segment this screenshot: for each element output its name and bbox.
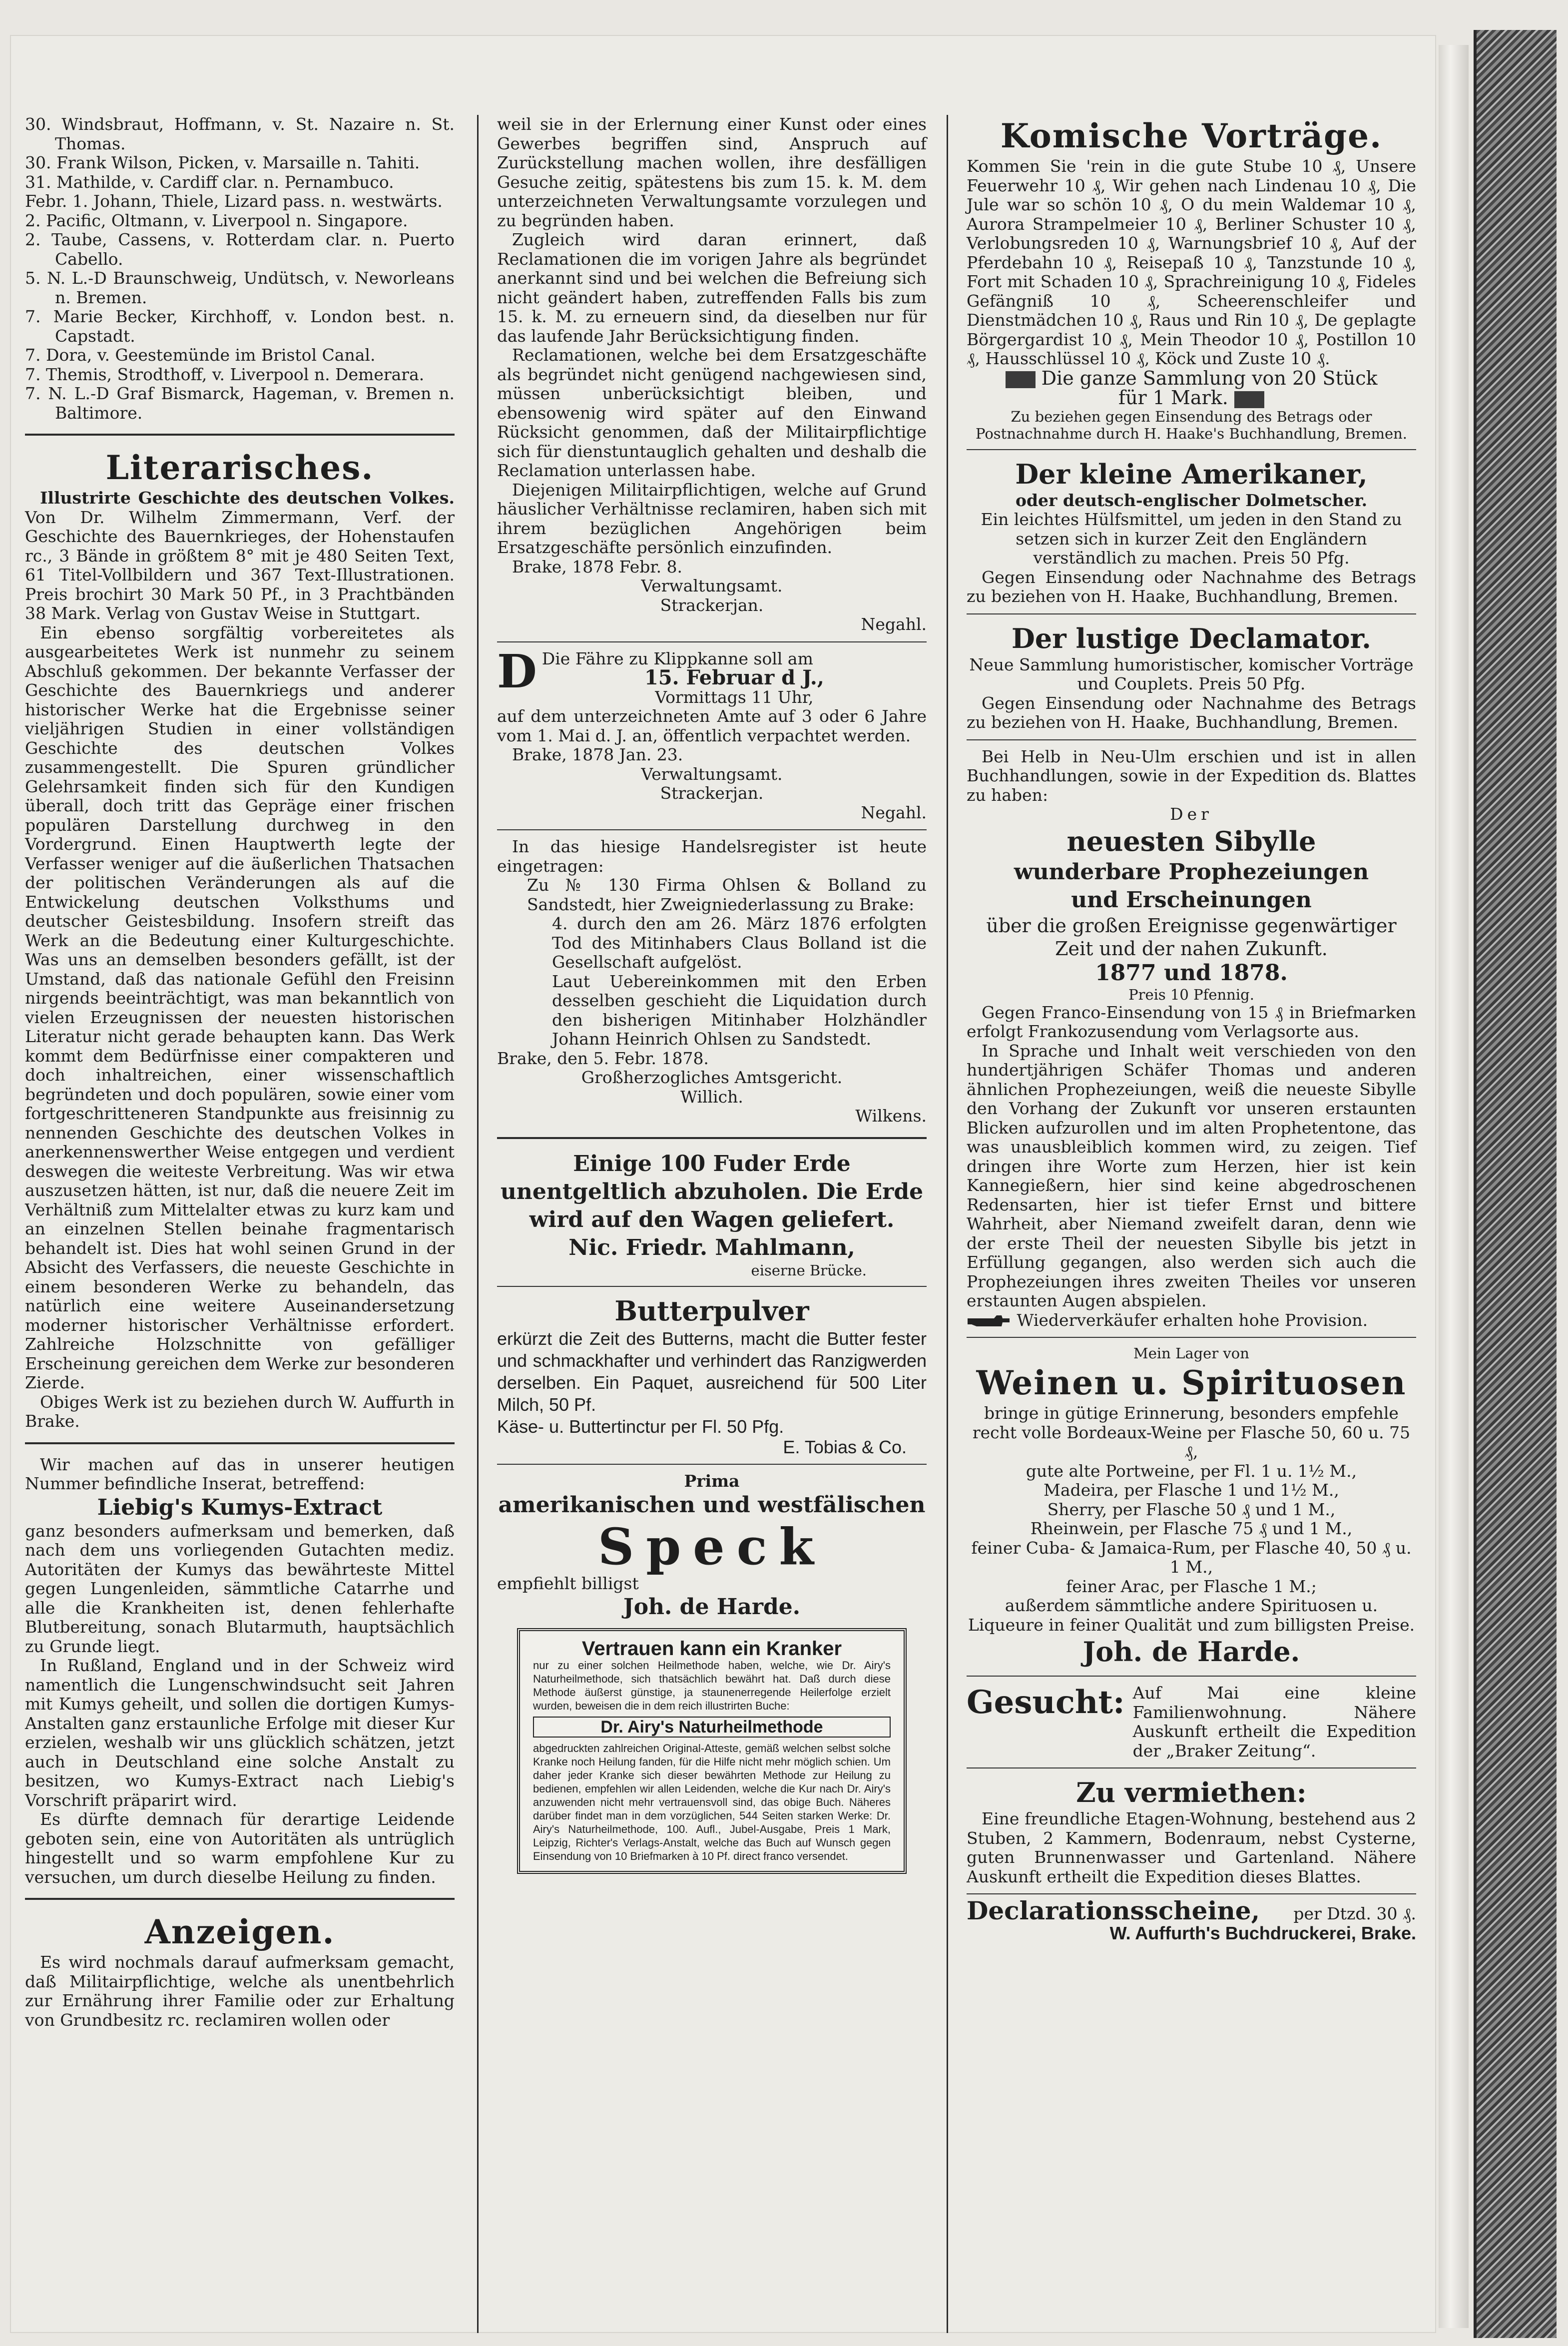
notice-signer: Strackerjan. bbox=[660, 595, 764, 615]
sibylle-line-2: wunderbare Prophezeiungen bbox=[1014, 859, 1369, 885]
ferry-date: 15. Februar d J., bbox=[644, 666, 824, 689]
notice-place-date: Brake, 1878 Febr. 8. bbox=[512, 557, 683, 577]
collection-price: für 1 Mark. bbox=[967, 388, 1416, 408]
ferry-office: Verwaltungsamt. bbox=[641, 764, 783, 784]
airy-method: Dr. Airy's Naturheilmethode bbox=[533, 1717, 891, 1738]
wine-text: bringe in gütige Erinnerung, besonders empfehle recht volle Bordeaux-Weine per Flasche 50, 60 u. 75 ₰, bbox=[972, 1403, 1411, 1461]
ship-entry: 30. Frank Wilson, Picken, v. Marsaille n. Tahiti. bbox=[25, 153, 420, 172]
ship-entry: Febr. 1. Johann, Thiele, Lizard pass. n. westwärts. bbox=[25, 191, 443, 211]
sibylle-line-5: Zeit und der nahen Zukunft. bbox=[1055, 937, 1328, 960]
literarisches-heading: Literarisches. bbox=[105, 448, 374, 487]
book-review-body: Ein ebenso sorgfältig vorbereitetes als ausgearbeitetes Werk ist nunmehr zu seinem Abschluß gekommen. Der bekannte Verfasser der Geschichte des Bauernkriegs und anderer historischer Werke hat die Ergebnisse seiner vieljährigen Studien in einer vollständigen Geschichte des deutschen Volkes zusammengestellt. Die Spuren gründlicher Gelehrsamkeit finden sich für den Kundigen überall, doch tritt das Gepräge einer frischen populären Darstellung durchweg in den Vordergrund. Einen Hauptwerth legte der Verfasser weniger auf die äußerlichen Thatsachen der politischen Veränderungen als auf die Entwickelung deutschen Volksthums und deutscher Geistesbildung. Insofern streift das Werk an die Bedeutung einer Kulturgeschichte. Was uns an demselben besonders gefällt, ist der Umstand, daß das nationale Gefühl den Freisinn nirgends beeinträchtigt, was man bekanntlich von vielen Erzeugnissen der neuesten historischen Literatur nicht gerade behaupten kann. Das Werk kommt dem Bedürfnisse einer compakteren und doch inhaltreichen, einer wissenschaftlich begründeten und doch populären, sowie einer vom fortgeschritteneren Standpunkte aus freisinnig zu nennenden Geschichte des deutschen Volkes in anerkennenswerther Weise entgegen und verdient deswegen die weiteste Verbreitung. Was wir etwa auszusetzen hätten, ist nur, daß die neuere Zeit im Verhältniß zum Mittelalter etwas zu kurz kam und an einzelnen Stellen beinahe fragmentarisch behandelt ist. Dies hat wohl seinen Grund in der Absicht des Verfassers, die neueste Geschichte in einem besonderen Werke zu behandeln, das natürlich eine weitere Auseinandersetzung moderner historischer Verhältnisse erfordert. Zahlreiche Holzschnitte von gefälliger Erscheinung gereichen dem Werke zur besonderen Zierde. bbox=[25, 622, 455, 1392]
wine-item: gute alte Portweine, per Fl. 1 u. 1½ M., bbox=[1026, 1461, 1357, 1481]
soil-ad-line-1: Einige 100 Fuder Erde bbox=[573, 1151, 851, 1176]
gesucht-heading: Gesucht: bbox=[967, 1684, 1125, 1721]
amerikaner-subtitle: oder deutsch-englischer Dolmetscher. bbox=[1015, 490, 1368, 510]
ferry-notice: D Die Fähre zu Klippkanne soll am bbox=[497, 644, 813, 698]
reclamation-paragraph-3: Reclamationen, welche bei dem Ersatzgeschäfte als begründet nicht genügend nachgewiesen sind, müssen unberücksichtigt bleiben, und ebensowenig wird später auf den Einwand Rücksicht genommen, daß der Militairpflichtige sich für dienstuntauglich gehalten und deshalb die Reclamation unterlassen habe. bbox=[497, 345, 927, 480]
column-2 bbox=[497, 115, 927, 1881]
helb-notice: Bei Helb in Neu-Ulm erschien und ist in allen Buchhandlungen, sowie in der Expedition ds. Blattes zu haben: bbox=[967, 746, 1416, 805]
register-item-4: 4. durch den am 26. März 1876 erfolgten Tod des Mitinhabers Claus Bolland ist die Gesellschaft aufgelöst. bbox=[552, 914, 927, 972]
airy-advert-box bbox=[517, 1628, 907, 1874]
butterpulver-text: erkürzt die Zeit des Butterns, macht die Butter fester und schmackhafter und verhindert das Ranzigwerden derselben. Ein Paquet, ausreichend für 500 Liter Milch, 50 Pf. bbox=[497, 1328, 927, 1415]
declaration-forms-ad bbox=[967, 1896, 1416, 1925]
reclamation-paragraph-4: Diejenigen Militairpflichtigen, welche auf Grund häuslicher Verhältnisse reclamiren, haben sich mit ihrem bezüglichen Angehörigen beim Ersatzgeschäfte persönlich einzufinden. bbox=[497, 480, 927, 557]
ad-rule bbox=[497, 1137, 927, 1139]
register-place-date: Brake, den 5. Febr. 1878. bbox=[497, 1048, 709, 1068]
vermiethen-text: Eine freundliche Etagen-Wohnung, bestehend aus 2 Stuben, 2 Kammern, Bodenraum, nebst Cysterne, guten Brunnenwasser und Gartenland. Nähere Auskunft ertheilt die Expedition dieses Blattes. bbox=[967, 1809, 1416, 1886]
airy-title: Vertrauen kann ein Kranker bbox=[581, 1638, 842, 1660]
ferry-time: Vormittags 11 Uhr, bbox=[655, 687, 814, 707]
sibylle-description: In Sprache und Inhalt weit verschieden von den hundertjährigen Schäfer Thomas und anderen ähnlichen Prophezeiungen, weiß die neueste Sibylle den Vorhang der Zukunft vor unseren erstaunten Blicken aufzurollen und im alten Prophetentone, das was unausbleiblich kommen wird, zu zeigen. Tief dringen ihre Worte zum Herzen, hier ist kein Kannegießern, hier sind keine abgedroschenen Redensarten, hier ist tiefer Ernst und bittere Wahrheit, aber Niemand zweifelt daran, denn wie der erste Theil der neuesten Sibylle bis jetzt in Erfüllung gegangen, also werden sich auch die Prophezeiungen ihres zweiten Theiles vor unseren erstaunten Augen abspielen. bbox=[967, 1041, 1416, 1310]
kumys-title: Liebig's Kumys-Extract bbox=[97, 1494, 383, 1520]
ship-list bbox=[25, 115, 455, 423]
ferry-place-date: Brake, 1878 Jan. 23. bbox=[512, 745, 683, 764]
komische-vortraege-heading: Komische Vorträge. bbox=[1000, 116, 1383, 155]
printer-name: W. Auffurth's Buchdruckerei, Brake. bbox=[1109, 1922, 1416, 1943]
ad-rule bbox=[497, 1464, 927, 1465]
ship-entry: 7. Dora, v. Geestemünde im Bristol Canal. bbox=[25, 345, 376, 365]
ad-rule bbox=[967, 449, 1416, 450]
column-divider-2 bbox=[947, 115, 948, 2333]
ad-rule bbox=[967, 613, 1416, 614]
wine-heading: Weinen u. Spirituosen bbox=[976, 1363, 1407, 1402]
sibylle-line-3: und Erscheinungen bbox=[1071, 887, 1312, 913]
collection-order: Zu beziehen gegen Einsendung des Betrags oder Postnachnahme durch H. Haake's Buchhandlung, Bremen. bbox=[975, 408, 1408, 442]
soil-ad-line-2: unentgeltlich abzuholen. Die Erde bbox=[500, 1178, 924, 1204]
book-title: Illustrirte Geschichte des deutschen Volkes. bbox=[40, 488, 455, 508]
wine-list bbox=[967, 1462, 1416, 1597]
ferry-details: auf dem unterzeichneten Amte auf 3 oder 6 Jahre vom 1. Mai d. J. an, öffentlich verpachtet werden. bbox=[497, 706, 927, 745]
section-rule bbox=[25, 1442, 455, 1444]
notice-cosigner: Negahl. bbox=[861, 614, 927, 634]
sibylle-title: neuesten Sibylle bbox=[1066, 825, 1316, 857]
wine-item: Rheinwein, per Flasche 75 ₰ und 1 M., bbox=[1030, 1519, 1353, 1538]
kumys-intro: Wir machen auf das in unserer heutigen Nummer befindliche Inserat, betreffend: bbox=[25, 1454, 455, 1493]
column-divider-1 bbox=[477, 115, 479, 2333]
butter-firm: E. Tobias & Co. bbox=[783, 1436, 907, 1457]
register-signer: Willich. bbox=[680, 1087, 743, 1107]
reclamation-paragraph-2: Zugleich wird daran erinnert, daß Reclamationen die im vorigen Jahre als begründet anerkannt sind und bei welchen die Befreiung sich nicht geändert haben, zutreffenden Falls bis zum 15. k. M. zu erneuern sind, da dieselben nur für das laufende Jahr Berücksichtigung finden. bbox=[497, 230, 927, 346]
ship-entry: 30. Windsbraut, Hoffmann, v. St. Nazaire n. St. Thomas. bbox=[25, 114, 455, 153]
speck-word: Speck bbox=[598, 1517, 826, 1576]
book-details: Von Dr. Wilhelm Zimmermann, Verf. der Geschichte des Bauernkrieges, der Hohenstaufen rc., 3 Bände in größtem 8° mit je 480 Seiten Text, 61 Titel-Vollbildern und 367 Text-Illustrationen. Preis brochirt 30 Mark 50 Pf., in 3 Prachtbänden 38 Mark. Verlag von Gustav Weise in Stuttgart. bbox=[25, 507, 455, 623]
soil-ad-name: Nic. Friedr. Mahlmann, bbox=[568, 1234, 855, 1260]
gesucht-ad bbox=[967, 1684, 1416, 1760]
kumys-paragraph-2: In Rußland, England und in der Schweiz wird namentlich die Lungenschwindsucht seit Jahren mit Kumys geheilt, und sollen die dortigen Kumys-Anstalten ganz erstaunliche Erfolge mit dieser Kur erzielen, weshalb wir uns glücklich schätzen, jetzt auch in Deutschland eine solche Anstalt zu besitzen, wo Kumys-Extract nach Liebig's Vorschrift präparirt wird. bbox=[25, 1656, 455, 1810]
kumys-paragraph-3: Es dürfte demnach für derartige Leidende geboten sein, eine von Autoritäten als untrüglich hingestellt und so warm empfohlene Kur zu versuchen, um durch dieselbe Heilung zu finden. bbox=[25, 1809, 455, 1887]
ornament-block bbox=[1006, 371, 1036, 388]
butter-tincture: Käse- u. Buttertinctur per Fl. 50 Pfg. bbox=[497, 1416, 784, 1437]
kumys-paragraph-1: ganz besonders aufmerksam und bemerken, daß nach dem uns vorliegenden Gutachten mediz. Autoritäten der Kumys das bewährteste Mittel gegen Lungenleiden, sämmtliche Catarrhe und alle die Krankheiten ist, denen fehlerhafte Blutbereitung, sonach Blutarmuth, hauptsächlich zu Grunde liegt. bbox=[25, 1521, 455, 1656]
ad-rule bbox=[967, 1767, 1416, 1768]
ferry-cosigner: Negahl. bbox=[861, 802, 927, 822]
book-review-closing: Obiges Werk ist zu beziehen durch W. Auffurth in Brake. bbox=[25, 1392, 455, 1431]
section-rule bbox=[25, 1898, 455, 1900]
reclamation-paragraph-1: weil sie in der Erlernung einer Kunst oder eines Gewerbes begriffen sind, Anspruch auf Zurückstellung machen wollen, ihre desfälligen Gesuche zeitig, spätestens bis zum 15. k. M. dem unterzeichneten Verwaltungsamte vorzulegen und zu begründen haben. bbox=[497, 114, 927, 230]
airy-text-1: nur zu einer solchen Heilmethode haben, welche, wie Dr. Airy's Naturheilmethode, sich thatsächlich bewährt hat. Daß durch diese Methode äußerst günstige, ja staunenerregende Heilerfolge erzielt wurden, beweisen die in dem reich illustrirten Buche: bbox=[533, 1659, 891, 1712]
sibylle-line-4: über die großen Ereignisse gegenwärtiger bbox=[986, 914, 1397, 937]
amerikaner-text: Ein leichtes Hülfsmittel, um jeden in den Stand zu setzen sich in kurzer Zeit den Engländern verständlich zu machen. Preis 50 Pfg. bbox=[981, 510, 1402, 568]
ad-rule bbox=[967, 739, 1416, 740]
speck-seller: Joh. de Harde. bbox=[623, 1594, 801, 1620]
declaration-forms-price: per Dtzd. 30 ₰. bbox=[1293, 1904, 1416, 1923]
wine-item: feiner Arac, per Flasche 1 M.; bbox=[1066, 1576, 1317, 1596]
ad-rule bbox=[967, 1676, 1416, 1677]
wine-seller: Joh. de Harde. bbox=[1082, 1636, 1300, 1668]
speck-empfiehlt: empfiehlt billigst bbox=[497, 1573, 639, 1593]
amerikaner-order: Gegen Einsendung oder Nachnahme des Betrags zu beziehen von H. Haake, Buchhandlung, Bremen. bbox=[967, 567, 1416, 606]
wine-item: Madeira, per Flasche 1 und 1½ M., bbox=[1044, 1480, 1339, 1500]
declamator-order: Gegen Einsendung oder Nachnahme des Betrags zu beziehen von H. Haake, Buchhandlung, Bremen. bbox=[967, 693, 1416, 732]
notice-office: Verwaltungsamt. bbox=[641, 576, 783, 595]
declaration-forms-heading: Declarationsscheine, bbox=[967, 1896, 1260, 1925]
sibylle-resellers: Wiederverkäufer erhalten hohe Provision. bbox=[967, 1311, 1416, 1330]
ad-rule bbox=[497, 1286, 927, 1287]
speck-line: amerikanischen und westfälischen bbox=[498, 1492, 926, 1518]
soil-ad-line-3: wird auf den Wagen geliefert. bbox=[529, 1206, 895, 1232]
collection-offer: Die ganze Sammlung von 20 Stück bbox=[967, 369, 1416, 389]
column-3 bbox=[967, 115, 1416, 1943]
register-intro: In das hiesige Handelsregister ist heute eingetragen: bbox=[497, 837, 927, 876]
ad-rule bbox=[967, 1893, 1416, 1894]
sibylle-price: Preis 10 Pfennig. bbox=[1128, 986, 1254, 1003]
ship-entry: 7. Themis, Strodthoff, v. Liverpool n. Demerara. bbox=[25, 364, 425, 384]
amerikaner-heading: Der kleine Amerikaner, bbox=[1015, 458, 1368, 490]
wine-intro: Mein Lager von bbox=[1133, 1345, 1249, 1362]
wine-closing: außerdem sämmtliche andere Spirituosen u. Liqueure in feiner Qualität und zum billigsten Preise. bbox=[968, 1596, 1415, 1635]
book-review-lead bbox=[25, 489, 455, 623]
ad-rule bbox=[497, 829, 927, 830]
ad-rule bbox=[967, 1337, 1416, 1338]
book-binding bbox=[1474, 30, 1557, 2338]
ad-rule bbox=[497, 641, 927, 642]
ship-entry: 31. Mathilde, v. Cardiff clar. n. Pernambuco. bbox=[25, 172, 394, 192]
wine-item: feiner Cuba- & Jamaica-Rum, per Flasche 40, 50 ₰ u. 1 M., bbox=[971, 1538, 1412, 1577]
airy-text-2: abgedruckten zahlreichen Original-Atteste, gemäß welchen selbst solche Kranke noch Heilung fanden, für die Hilfe nicht mehr möglich schien. Um daher jeder Kranke sich dieser bewährten Methode zur Heilung zu bedienen, empfehlen wir allen Leidenden, welche die Kur nach Dr. Airy's anzuwenden nicht mehr vertrauensvoll sind, das obige Buch. Näheres darüber findet man in dem vorzüglichen, 544 Seiten starken Werke: Dr. Airy's Naturheilmethode, 100. Aufl., Jubel-Ausgabe, Preis 1 Mark, Leipzig, Richter's Verlags-Anstalt, welche das Buch auf Wunsch gegen Einsendung von 10 Briefmarken à 10 Pf. direct franco versendet. bbox=[533, 1742, 891, 1862]
ferry-signer: Strackerjan. bbox=[660, 783, 764, 803]
ship-entry: 2. Taube, Cassens, v. Rotterdam clar. n. Puerto Cabello. bbox=[25, 230, 455, 269]
vermiethen-heading: Zu vermiethen: bbox=[1076, 1776, 1307, 1808]
komische-vortraege-list: Kommen Sie 'rein in die gute Stube 10 ₰, Unsere Feuerwehr 10 ₰, Wir gehen nach Lindenau 10 ₰, Die Jule war so schön 10 ₰, O du mein Waldemar 10 ₰, Aurora Strampelmeier 10 ₰, Berliner Schuster 10 ₰, Verlobungsreden 10 ₰, Warnungsbrief 10 ₰, Auf der Pferdebahn 10 ₰, Reisepaß 10 ₰, Tanzstunde 10 ₰, Fort mit Schaden 10 ₰, Sprachreinigung 10 ₰, Fideles Gefängniß 10 ₰, Scheerenschleifer und Dienstmädchen 10 ₰, Raus und Rin 10 ₰, De geplagte Börgergardist 10 ₰, Mein Theodor 10 ₰, Postillon 10 ₰, Hausschlüssel 10 ₰, Köck und Zuste 10 ₰. bbox=[967, 156, 1416, 368]
anzeigen-heading: Anzeigen. bbox=[144, 1912, 335, 1951]
ornament-block bbox=[1234, 391, 1264, 408]
speck-prima: Prima bbox=[684, 1471, 740, 1491]
sibylle-der: Der bbox=[1170, 804, 1213, 824]
soil-ad-place: eiserne Brücke. bbox=[751, 1261, 867, 1279]
declamator-text: Neue Sammlung humoristischer, komischer Vorträge und Couplets. Preis 50 Pfg. bbox=[969, 654, 1414, 693]
declamator-heading: Der lustige Declamator. bbox=[1012, 622, 1371, 654]
ship-entry: 7. Marie Becker, Kirchhoff, v. London best. n. Capstadt. bbox=[25, 307, 455, 346]
pointing-hand-icon bbox=[967, 1313, 1012, 1329]
register-court: Großherzogliches Amtsgericht. bbox=[581, 1068, 843, 1087]
ship-entry: 7. N. L.-D Graf Bismarck, Hageman, v. Bremen n. Baltimore. bbox=[25, 384, 455, 423]
page-edge bbox=[1439, 45, 1469, 2328]
anzeigen-text: Es wird nochmals darauf aufmerksam gemacht, daß Militairpflichtige, welche als unentbehrlich zur Ernährung ihrer Familie oder zur Erhaltung von Grundbesitz rc. reclamiren wollen oder bbox=[25, 1952, 455, 2030]
ship-entry: 5. N. L.-D Braunschweig, Undütsch, v. Neworleans n. Bremen. bbox=[25, 268, 455, 307]
column-1 bbox=[25, 115, 455, 2030]
sibylle-shipping: Gegen Franco-Einsendung von 15 ₰ in Briefmarken erfolgt Frankozusendung vom Verlagsorte aus. bbox=[967, 1002, 1416, 1041]
butterpulver-heading: Butterpulver bbox=[614, 1294, 809, 1327]
wine-item: Sherry, per Flasche 50 ₰ und 1 M., bbox=[1047, 1499, 1336, 1519]
section-rule bbox=[25, 434, 455, 436]
gesucht-text: Auf Mai eine kleine Familienwohnung. Nähere Auskunft ertheilt die Expedition der „Braker Zeitung“. bbox=[1132, 1683, 1416, 1760]
sibylle-years: 1877 und 1878. bbox=[1095, 960, 1288, 986]
ship-entry: 2. Pacific, Oltmann, v. Liverpool n. Singapore. bbox=[25, 210, 408, 230]
register-cosigner: Wilkens. bbox=[855, 1106, 927, 1126]
register-entry: Zu № 130 Firma Ohlsen & Bolland zu Sandstedt, hier Zweigniederlassung zu Brake: bbox=[527, 875, 927, 914]
register-agreement: Laut Uebereinkommen mit den Erben desselben geschieht die Liquidation durch den bisherigen Mitinhaber Holzhändler Johann Heinrich Ohlsen zu Sandstedt. bbox=[552, 971, 927, 1049]
